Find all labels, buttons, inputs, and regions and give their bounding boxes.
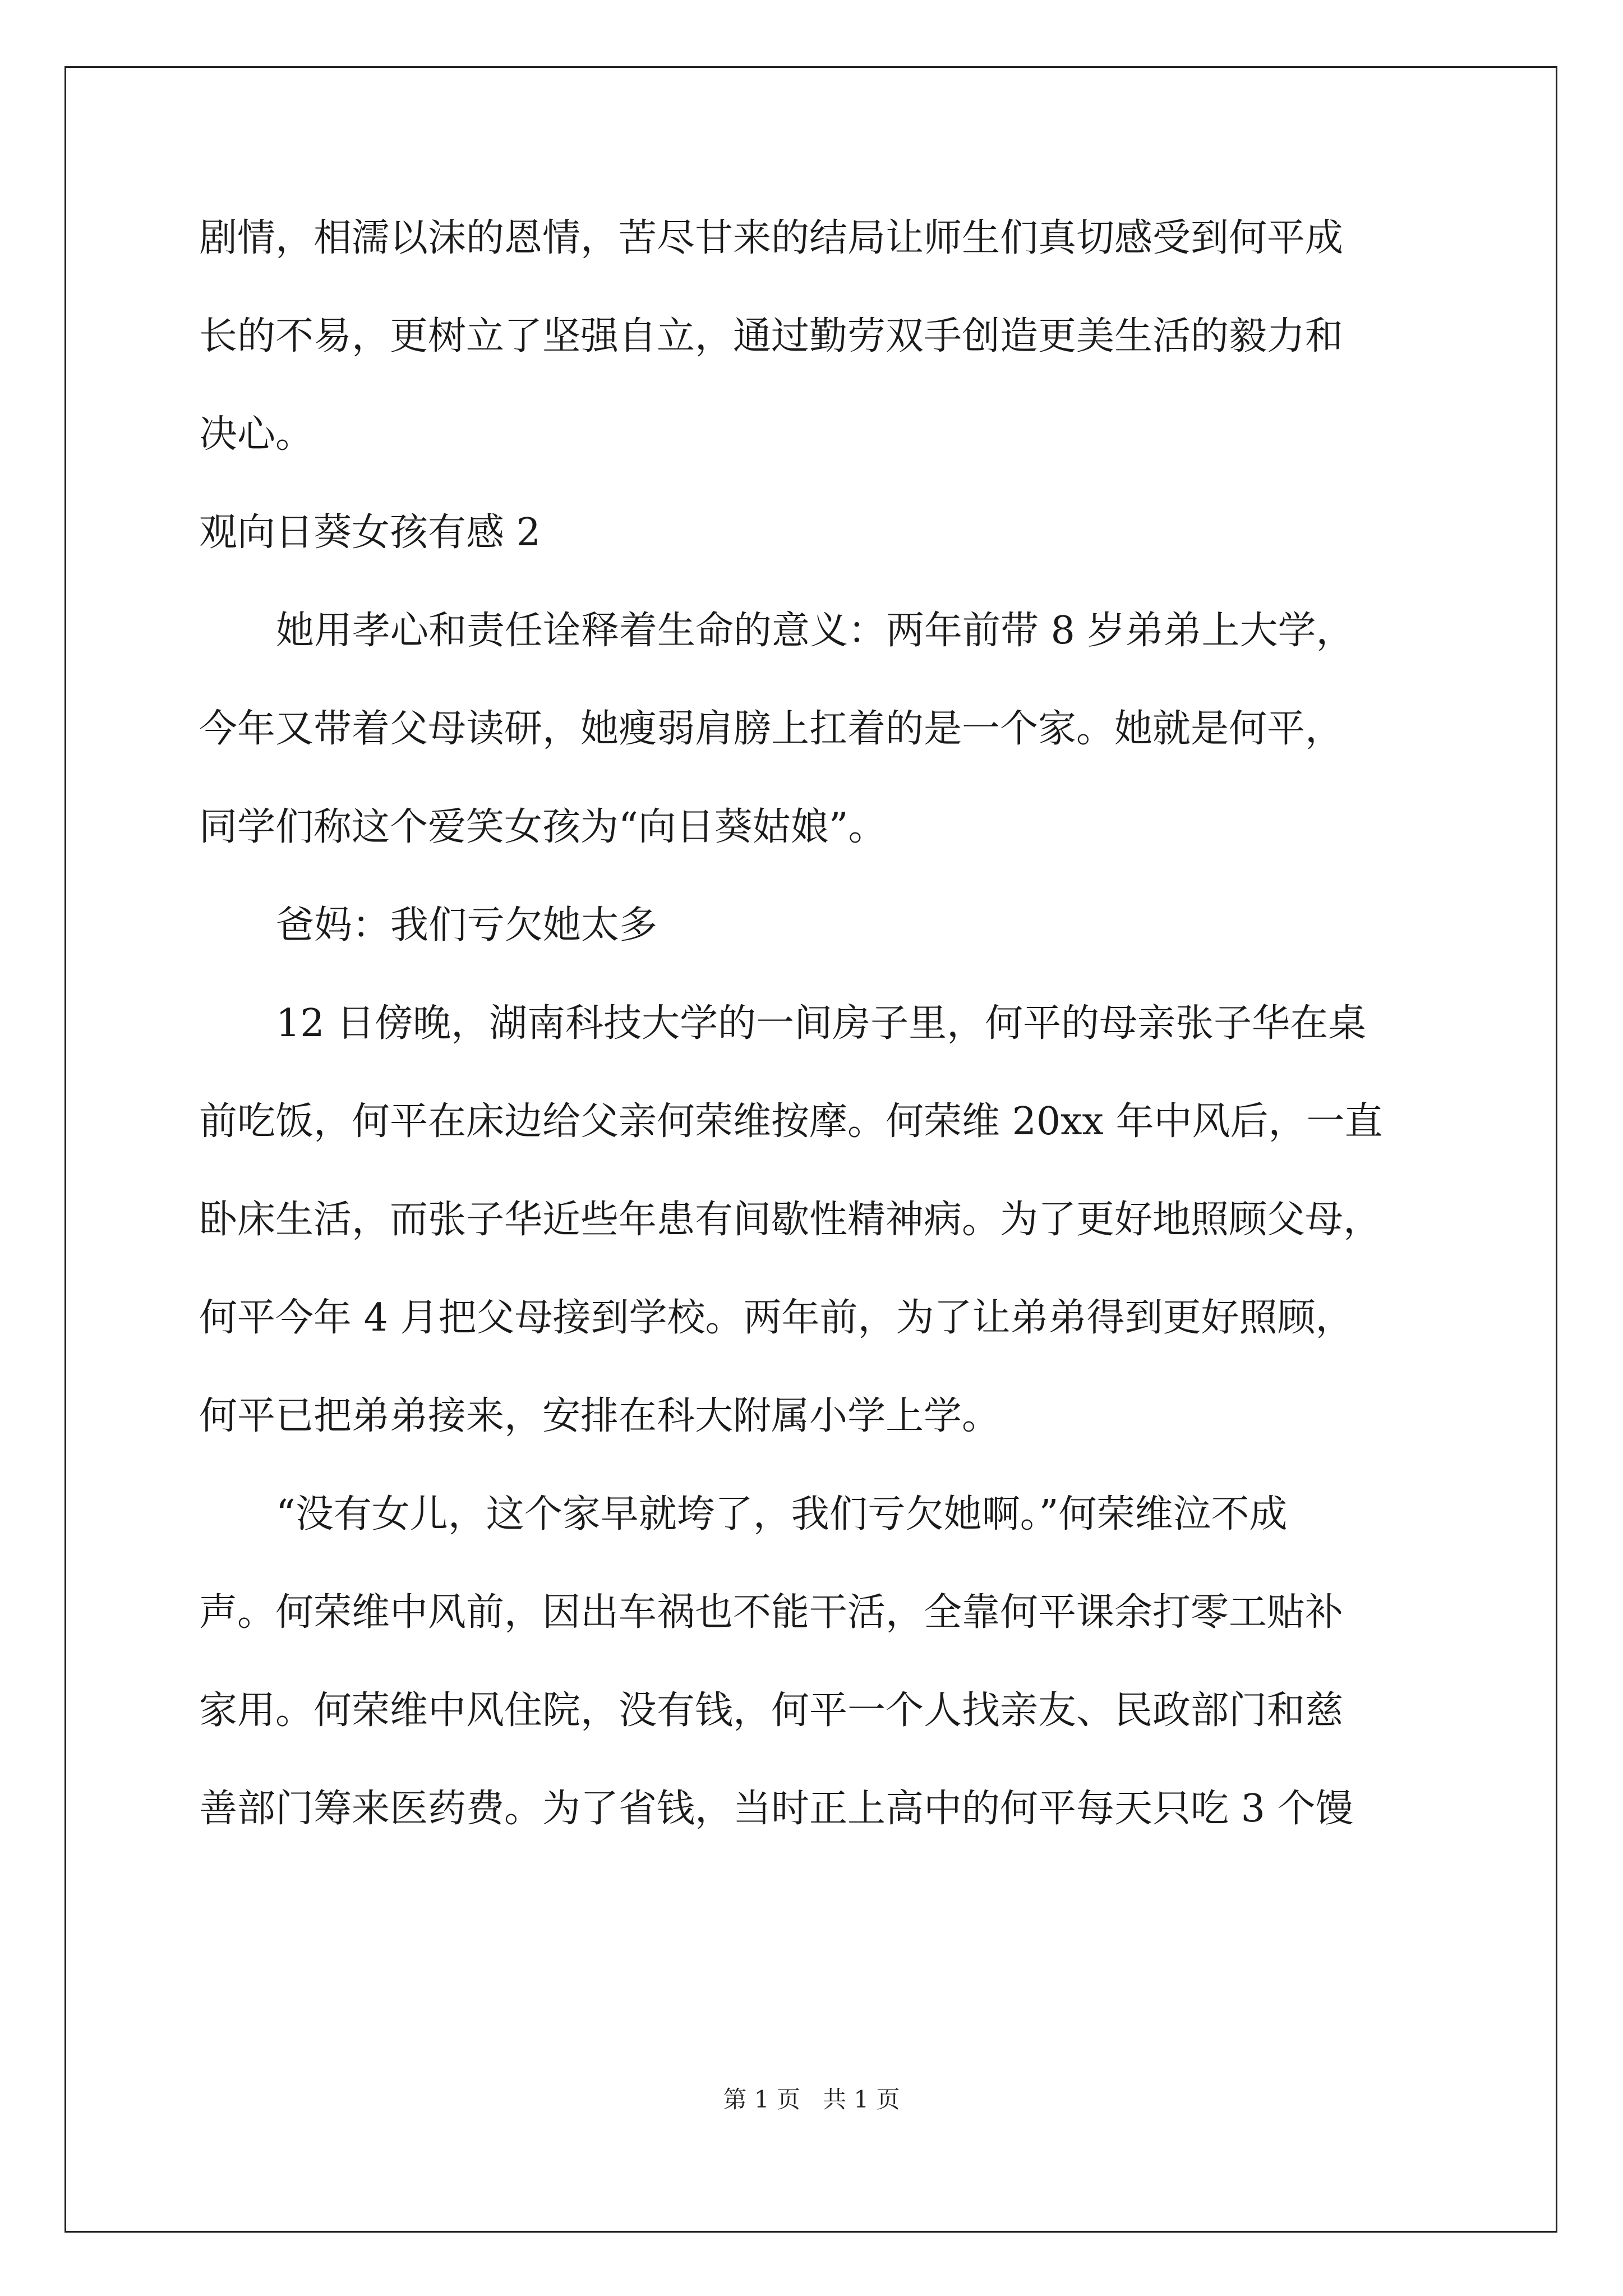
text-line-9: 12 日傍晚，湖南科技大学的一间房子里，何平的母亲张子华在桌 xyxy=(276,1001,1367,1046)
document-body xyxy=(199,213,1433,1882)
text-line-3: 决心。 xyxy=(199,412,314,457)
text-line-11: 卧床生活，而张子华近些年患有间歇性精神病。为了更好地照顾父母， xyxy=(199,1198,1382,1242)
text-line-16: 家用。何荣维中风住院，没有钱，何平一个人找亲友、民政部门和慈 xyxy=(199,1688,1344,1733)
text-line-14: “没有女儿，这个家早就垮了，我们亏欠她啊。”何荣维泣不成 xyxy=(276,1492,1288,1536)
page-number-footer: 第 1 页 共 1 页 xyxy=(723,2086,900,2113)
text-line-17: 善部门筹来医药费。为了省钱，当时正上高中的何平每天只吃 3 个馒 xyxy=(199,1787,1354,1831)
text-line-13: 何平已把弟弟接来，安排在科大附属小学上学。 xyxy=(199,1394,1000,1438)
text-line-1: 剧情，相濡以沫的恩情，苦尽甘来的结局让师生们真切感受到何平成 xyxy=(199,216,1344,260)
text-line-7: 同学们称这个爱笑女孩为“向日葵姑娘”。 xyxy=(199,805,887,849)
text-line-5: 她用孝心和责任诠释着生命的意义：两年前带 8 岁弟弟上大学， xyxy=(276,609,1354,653)
text-line-2: 长的不易，更树立了坚强自立，通过勤劳双手创造更美生活的毅力和 xyxy=(199,314,1344,358)
text-line-10: 前吃饭，何平在床边给父亲何荣维按摩。何荣维 20xx 年中风后，一直 xyxy=(199,1099,1383,1144)
text-line-12: 何平今年 4 月把父母接到学校。两年前，为了让弟弟得到更好照顾， xyxy=(199,1296,1354,1340)
text-line-15: 声。何荣维中风前，因出车祸也不能干活，全靠何平课余打零工贴补 xyxy=(199,1590,1344,1635)
section-heading: 观向日葵女孩有感 2 xyxy=(199,510,541,555)
text-line-6: 今年又带着父母读研，她瘦弱肩膀上扛着的是一个家。她就是何平， xyxy=(199,707,1344,751)
subheading: 爸妈：我们亏欠她太多 xyxy=(276,903,658,947)
